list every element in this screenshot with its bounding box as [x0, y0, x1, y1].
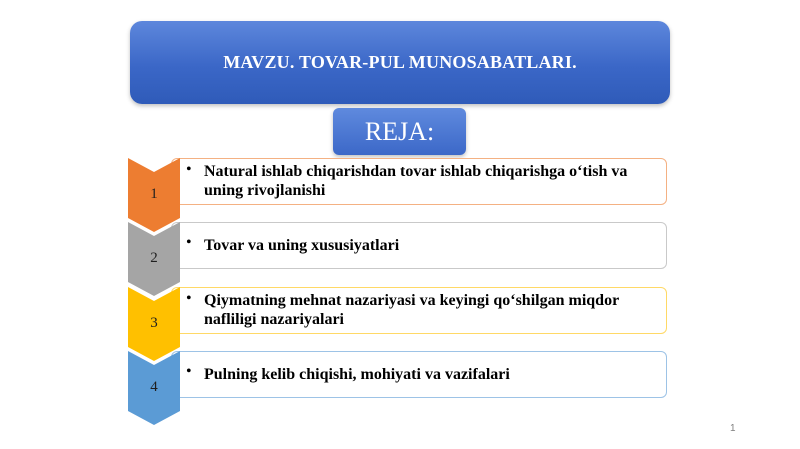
list-item-1 [128, 158, 668, 232]
page-number: 1 [730, 423, 736, 434]
bullet-glyph: • [186, 161, 192, 178]
list-item-3 [128, 287, 668, 361]
item-text: Natural ishlab chiqarishdan tovar ishlab chiqarishga o‘tish va uning rivojlanishi [204, 163, 628, 199]
item-number: 2 [150, 250, 158, 266]
slide-title: MAVZU. TOVAR-PUL MUNOSABATLARI. [130, 21, 670, 104]
item-text: Qiymatning mehnat nazariyasi va keyingi qo‘shilgan miqdor nafliligi nazariyalari [204, 292, 619, 328]
item-text: Tovar va uning xususiyatlari [204, 237, 400, 254]
item-number: 4 [150, 379, 158, 395]
bullet-glyph: • [186, 234, 192, 251]
slide-subtitle: REJA: [333, 108, 466, 155]
list-item-4 [128, 351, 668, 425]
bullet-glyph: • [186, 363, 192, 380]
item-number: 3 [150, 315, 158, 331]
item-number: 1 [150, 186, 158, 202]
bullet-glyph: • [186, 290, 192, 307]
item-text: Pulning kelib chiqishi, mohiyati va vazifalari [204, 366, 510, 383]
list-item-2 [128, 222, 668, 296]
